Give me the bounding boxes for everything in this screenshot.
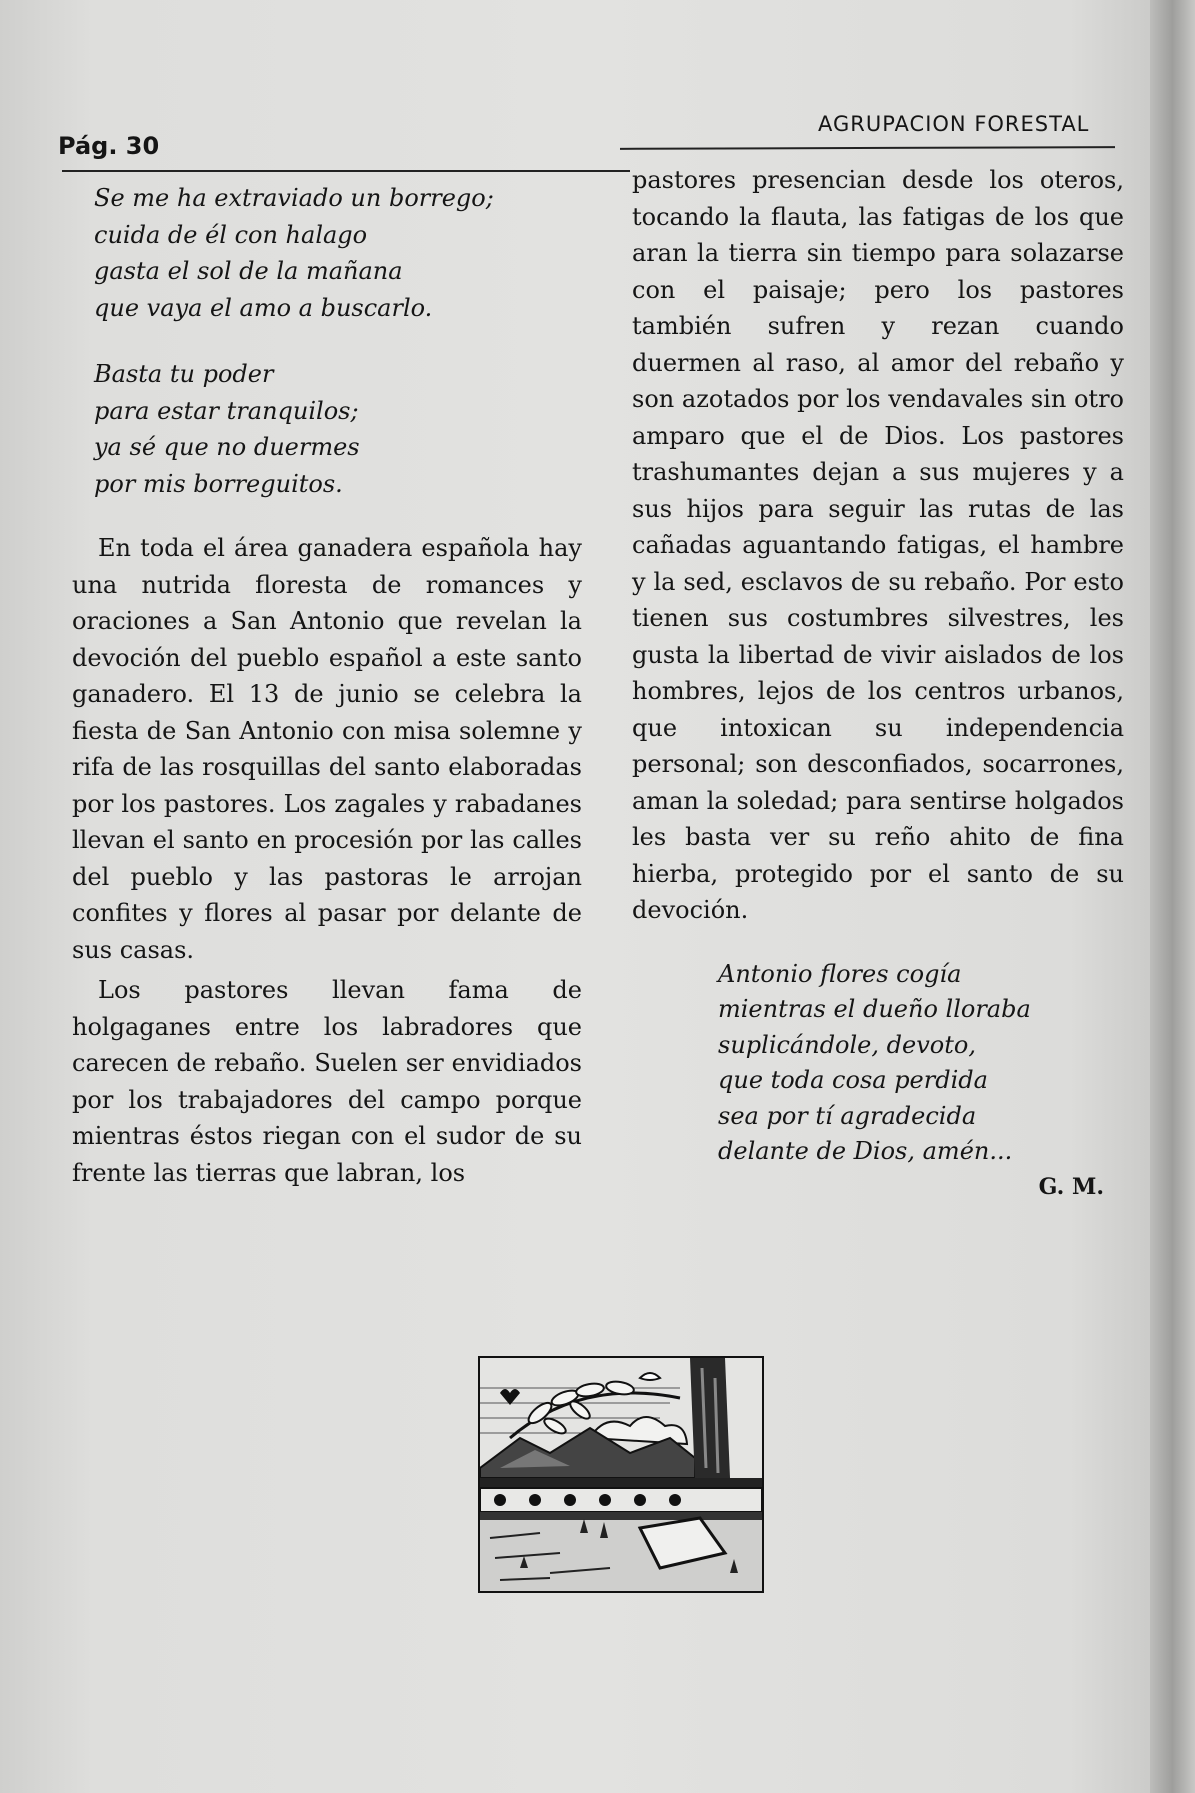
poem-line: Antonio flores cogía: [718, 959, 962, 988]
body-paragraph: Los pastores llevan fama de holgaganes entre los labradores que carecen de rebaño. Suelen ser envidiados por los trabajadores del campo porque mientras éstos riegan con el sudor de su frente las tierras que labran, los: [72, 976, 582, 1187]
body-paragraph: pastores presencian desde los oteros, tocando la flauta, las fatigas de los que aran la tierra sin tiempo para solazarse con el paisaje; pero los pastores también sufren y rezan cuando duermen al raso, al amor del rebaño y son azotados por los vendavales sin otro amparo que el de Dios. Los pastores trashumantes dejan a sus mujeres y a sus hijos para seguir las rutas de las cañadas aguantando fatigas, el hambre y la sed, esclavos de su rebaño. Por esto tienen sus costumbres silvestres, les gusta la libertad de vivir aislados de los hombres, lejos de los centros urbanos, que intoxican su independencia personal; son desconfiados, socarrones, aman la soledad; para sentirse holgados les basta ver su reño ahito de fina hierba, protegido por el santo de su devoción.: [632, 166, 1124, 924]
poem-line: suplicándole, devoto,: [718, 1030, 976, 1059]
poem-line: que vaya el amo a buscarlo.: [94, 293, 433, 322]
poem-line: Se me ha extraviado un borrego;: [94, 184, 494, 212]
left-column: [72, 180, 582, 1191]
poem-line: gasta el sol de la mañana: [94, 257, 403, 285]
running-title: AGRUPACION FORESTAL: [818, 112, 1090, 136]
poem-stanza-1: [94, 180, 582, 326]
poem-line: Basta tu poder: [94, 360, 274, 388]
poem-line: ya sé que no duermes: [94, 433, 360, 461]
poem-line: mientras el dueño lloraba: [718, 995, 1031, 1023]
page-number: Pág. 30: [58, 132, 160, 160]
poem-stanza-3: [718, 957, 1124, 1170]
right-column: [632, 162, 1124, 1200]
poem-line: sea por tí agradecida: [718, 1101, 977, 1130]
poem-line: cuida de él con halago: [94, 220, 368, 249]
poem-line: que toda cosa perdida: [718, 1066, 988, 1094]
poem-line: para estar tranquilos;: [94, 396, 359, 425]
landscape-woodcut-icon: [478, 1356, 764, 1593]
header-rule-left: [62, 170, 630, 172]
poem-line: por mis borreguitos.: [94, 469, 343, 498]
poem-line: delante de Dios, amén...: [718, 1137, 1013, 1165]
page-spine: [1150, 0, 1195, 1793]
body-paragraph: En toda el área ganadera española hay una nutrida floresta de romances y oraciones a San Antonio que revelan la devoción del pueblo español a este santo ganadero. El 13 de junio se celebra la fiesta de San Antonio con misa solemne y rifa de las rosquillas del santo elaboradas por los pastores. Los zagales y rabadanes llevan el santo en procesión por las calles del pueblo y las pastoras le arrojan confites y flores al pasar por delante de sus casas.: [72, 534, 582, 964]
author-signature: G. M.: [1038, 1173, 1104, 1200]
poem-stanza-2: [94, 356, 582, 502]
